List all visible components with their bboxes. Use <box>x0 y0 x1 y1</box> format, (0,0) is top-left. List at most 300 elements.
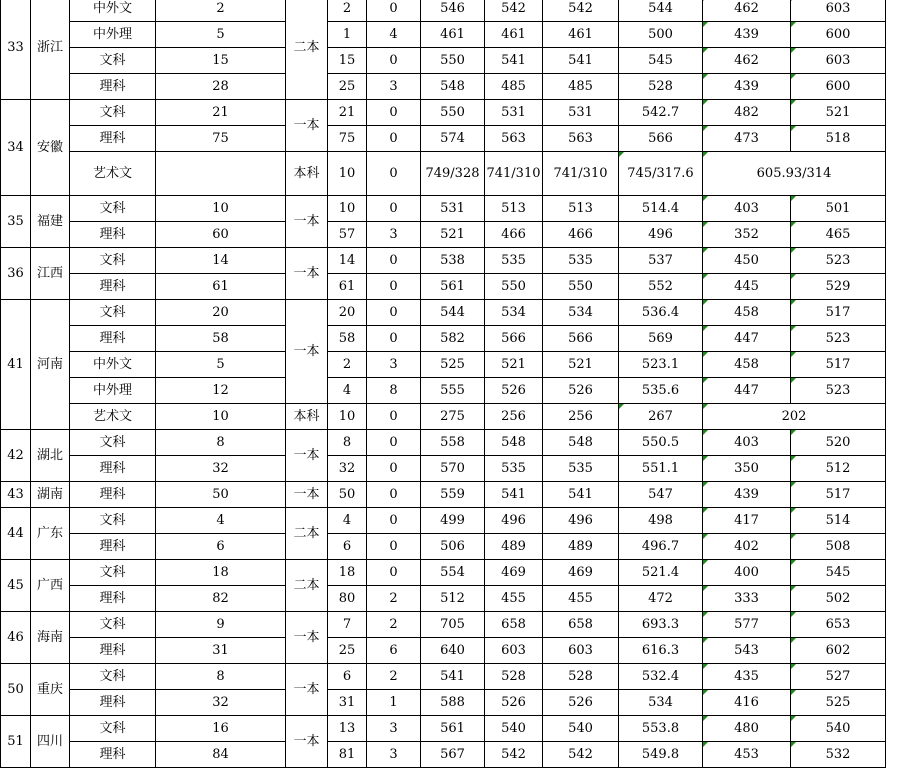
plan-count-cell: 10 <box>156 196 286 222</box>
province-code-cell: 44 <box>1 508 31 560</box>
subject-type-cell: 理科 <box>70 456 156 482</box>
table-cell: 542 <box>543 742 619 768</box>
table-cell: 535.6 <box>619 378 703 404</box>
table-cell: 558 <box>421 430 485 456</box>
table-cell: 267 <box>619 404 703 430</box>
table-cell: 534 <box>485 300 543 326</box>
table-cell: 542 <box>485 0 543 22</box>
table-cell: 549.8 <box>619 742 703 768</box>
table-cell: 8 <box>367 378 421 404</box>
table-cell: 450 <box>703 248 791 274</box>
table-cell: 0 <box>367 456 421 482</box>
table-cell: 3 <box>367 352 421 378</box>
table-cell: 526 <box>543 690 619 716</box>
table-cell: 705 <box>421 612 485 638</box>
table-row <box>1 404 886 430</box>
table-cell: 6 <box>328 534 367 560</box>
plan-count-cell: 32 <box>156 456 286 482</box>
table-cell: 439 <box>703 482 791 508</box>
subject-type-cell: 理科 <box>70 586 156 612</box>
table-cell: 275 <box>421 404 485 430</box>
plan-count-cell: 4 <box>156 508 286 534</box>
table-cell: 506 <box>421 534 485 560</box>
table-cell: 462 <box>703 0 791 22</box>
table-cell: 2 <box>367 664 421 690</box>
table-cell: 31 <box>328 690 367 716</box>
table-row <box>1 352 886 378</box>
province-name-cell: 湖南 <box>31 482 70 508</box>
subject-type-cell: 艺术文 <box>70 152 156 196</box>
table-body <box>1 0 886 768</box>
table-cell: 0 <box>367 300 421 326</box>
province-name-cell: 安徽 <box>31 100 70 196</box>
table-cell: 472 <box>619 586 703 612</box>
table-cell: 559 <box>421 482 485 508</box>
table-cell: 4 <box>328 378 367 404</box>
table-cell: 603 <box>543 638 619 664</box>
table-cell: 489 <box>543 534 619 560</box>
batch-cell: 一本 <box>286 612 328 664</box>
table-cell: 0 <box>367 0 421 22</box>
control-line-cell: 202 <box>703 404 886 430</box>
table-cell: 514 <box>791 508 886 534</box>
province-name-cell: 江西 <box>31 248 70 300</box>
province-name-cell: 湖北 <box>31 430 70 482</box>
table-row <box>1 22 886 48</box>
table-cell: 465 <box>791 222 886 248</box>
table-cell: 616.3 <box>619 638 703 664</box>
table-cell: 32 <box>328 456 367 482</box>
plan-count-cell: 8 <box>156 664 286 690</box>
table-cell: 588 <box>421 690 485 716</box>
table-cell: 536.4 <box>619 300 703 326</box>
table-cell: 485 <box>543 74 619 100</box>
table-cell: 498 <box>619 508 703 534</box>
table-cell: 81 <box>328 742 367 768</box>
table-cell: 548 <box>421 74 485 100</box>
table-cell: 561 <box>421 274 485 300</box>
table-cell: 8 <box>328 430 367 456</box>
table-cell: 2 <box>367 586 421 612</box>
province-code-cell: 33 <box>1 0 31 100</box>
table-cell: 526 <box>543 378 619 404</box>
table-row <box>1 430 886 456</box>
table-cell: 2 <box>328 352 367 378</box>
province-code-cell: 34 <box>1 100 31 196</box>
table-cell: 0 <box>367 560 421 586</box>
table-cell: 548 <box>543 430 619 456</box>
table-cell: 0 <box>367 100 421 126</box>
table-cell: 582 <box>421 326 485 352</box>
subject-type-cell: 理科 <box>70 534 156 560</box>
table-cell: 402 <box>703 534 791 560</box>
table-row <box>1 560 886 586</box>
table-cell: 1 <box>367 690 421 716</box>
table-cell: 550 <box>485 274 543 300</box>
table-row <box>1 74 886 100</box>
plan-count-cell: 32 <box>156 690 286 716</box>
table-cell: 523.1 <box>619 352 703 378</box>
table-cell: 566 <box>485 326 543 352</box>
table-cell: 0 <box>367 534 421 560</box>
table-cell: 552 <box>619 274 703 300</box>
table-cell: 482 <box>703 100 791 126</box>
table-cell: 550 <box>543 274 619 300</box>
province-name-cell: 福建 <box>31 196 70 248</box>
table-cell: 526 <box>485 690 543 716</box>
table-cell: 0 <box>367 248 421 274</box>
plan-count-cell: 75 <box>156 126 286 152</box>
table-cell: 400 <box>703 560 791 586</box>
batch-cell: 一本 <box>286 716 328 768</box>
subject-type-cell: 文科 <box>70 664 156 690</box>
table-cell: 416 <box>703 690 791 716</box>
table-cell: 535 <box>543 248 619 274</box>
table-cell: 542.7 <box>619 100 703 126</box>
table-cell: 741/310 <box>485 152 543 196</box>
table-cell: 545 <box>619 48 703 74</box>
table-cell: 447 <box>703 326 791 352</box>
table-cell: 61 <box>328 274 367 300</box>
table-cell: 6 <box>328 664 367 690</box>
table-cell: 2 <box>367 612 421 638</box>
table-cell: 480 <box>703 716 791 742</box>
table-cell: 544 <box>619 0 703 22</box>
table-cell: 466 <box>543 222 619 248</box>
table-cell: 403 <box>703 430 791 456</box>
table-cell: 749/328 <box>421 152 485 196</box>
plan-count-cell: 50 <box>156 482 286 508</box>
table-cell: 521 <box>421 222 485 248</box>
table-cell: 350 <box>703 456 791 482</box>
table-cell: 10 <box>328 196 367 222</box>
table-cell: 3 <box>367 222 421 248</box>
province-code-cell: 50 <box>1 664 31 716</box>
table-cell: 569 <box>619 326 703 352</box>
batch-cell: 一本 <box>286 300 328 404</box>
subject-type-cell: 文科 <box>70 100 156 126</box>
province-code-cell: 46 <box>1 612 31 664</box>
table-cell: 461 <box>485 22 543 48</box>
table-cell: 512 <box>421 586 485 612</box>
table-cell: 0 <box>367 326 421 352</box>
table-cell: 439 <box>703 22 791 48</box>
table-cell: 534 <box>543 300 619 326</box>
batch-cell: 一本 <box>286 248 328 300</box>
table-cell: 531 <box>421 196 485 222</box>
table-cell: 14 <box>328 248 367 274</box>
table-cell: 3 <box>367 74 421 100</box>
table-row <box>1 690 886 716</box>
table-row <box>1 326 886 352</box>
plan-count-cell: 60 <box>156 222 286 248</box>
plan-count-cell: 28 <box>156 74 286 100</box>
province-name-cell: 河南 <box>31 300 70 430</box>
plan-count-cell: 16 <box>156 716 286 742</box>
table-cell: 18 <box>328 560 367 586</box>
table-cell: 555 <box>421 378 485 404</box>
table-cell: 1 <box>328 22 367 48</box>
table-cell: 551.1 <box>619 456 703 482</box>
subject-type-cell: 中外理 <box>70 378 156 404</box>
subject-type-cell: 理科 <box>70 690 156 716</box>
table-cell: 496 <box>619 222 703 248</box>
table-cell: 550.5 <box>619 430 703 456</box>
table-cell: 537 <box>619 248 703 274</box>
table-cell: 473 <box>703 126 791 152</box>
subject-type-cell: 理科 <box>70 638 156 664</box>
subject-type-cell: 理科 <box>70 126 156 152</box>
table-row <box>1 196 886 222</box>
province-name-cell: 浙江 <box>31 0 70 100</box>
table-row <box>1 48 886 74</box>
table-cell: 563 <box>543 126 619 152</box>
subject-type-cell: 文科 <box>70 248 156 274</box>
table-cell: 512 <box>791 456 886 482</box>
batch-cell: 二本 <box>286 0 328 100</box>
table-cell: 548 <box>485 430 543 456</box>
table-cell: 603 <box>791 48 886 74</box>
table-cell: 496 <box>543 508 619 534</box>
batch-cell: 本科 <box>286 152 328 196</box>
table-cell: 554 <box>421 560 485 586</box>
table-cell: 256 <box>485 404 543 430</box>
table-cell: 570 <box>421 456 485 482</box>
plan-count-cell: 5 <box>156 22 286 48</box>
table-cell: 4 <box>367 22 421 48</box>
plan-count-cell: 8 <box>156 430 286 456</box>
table-cell: 523 <box>791 378 886 404</box>
table-cell: 0 <box>367 48 421 74</box>
subject-type-cell: 理科 <box>70 326 156 352</box>
table-cell: 528 <box>485 664 543 690</box>
table-cell: 15 <box>328 48 367 74</box>
batch-cell: 一本 <box>286 430 328 482</box>
table-cell: 0 <box>367 152 421 196</box>
table-row <box>1 152 886 196</box>
table-cell: 526 <box>485 378 543 404</box>
table-cell: 0 <box>367 430 421 456</box>
table-cell: 745/317.6 <box>619 152 703 196</box>
table-cell: 461 <box>543 22 619 48</box>
table-cell: 542 <box>485 742 543 768</box>
table-cell: 485 <box>485 74 543 100</box>
table-cell: 535 <box>485 456 543 482</box>
province-name-cell: 四川 <box>31 716 70 768</box>
table-row <box>1 664 886 690</box>
province-code-cell: 45 <box>1 560 31 612</box>
table-cell: 541 <box>485 48 543 74</box>
subject-type-cell: 文科 <box>70 612 156 638</box>
table-row <box>1 126 886 152</box>
table-cell: 462 <box>703 48 791 74</box>
table-cell: 6 <box>367 638 421 664</box>
table-cell: 20 <box>328 300 367 326</box>
province-code-cell: 41 <box>1 300 31 430</box>
table-cell: 417 <box>703 508 791 534</box>
table-cell: 517 <box>791 482 886 508</box>
table-cell: 466 <box>485 222 543 248</box>
table-cell: 50 <box>328 482 367 508</box>
plan-count-cell: 21 <box>156 100 286 126</box>
plan-count-cell: 31 <box>156 638 286 664</box>
table-cell: 3 <box>367 742 421 768</box>
plan-count-cell: 10 <box>156 404 286 430</box>
table-cell: 553.8 <box>619 716 703 742</box>
table-cell: 535 <box>543 456 619 482</box>
table-cell: 517 <box>791 352 886 378</box>
table-cell: 513 <box>485 196 543 222</box>
table-cell: 0 <box>367 404 421 430</box>
table-cell: 567 <box>421 742 485 768</box>
plan-count-cell: 6 <box>156 534 286 560</box>
plan-count-cell: 2 <box>156 0 286 22</box>
plan-count-cell: 82 <box>156 586 286 612</box>
subject-type-cell: 理科 <box>70 742 156 768</box>
table-cell: 528 <box>619 74 703 100</box>
table-cell: 544 <box>421 300 485 326</box>
table-row <box>1 456 886 482</box>
table-row <box>1 534 886 560</box>
subject-type-cell: 文科 <box>70 560 156 586</box>
table-row <box>1 378 886 404</box>
table-cell: 542 <box>543 0 619 22</box>
table-cell: 577 <box>703 612 791 638</box>
plan-count-cell: 5 <box>156 352 286 378</box>
subject-type-cell: 文科 <box>70 430 156 456</box>
table-cell: 566 <box>619 126 703 152</box>
province-name-cell: 重庆 <box>31 664 70 716</box>
table-row <box>1 248 886 274</box>
table-cell: 513 <box>543 196 619 222</box>
table-cell: 4 <box>328 508 367 534</box>
subject-type-cell: 文科 <box>70 48 156 74</box>
table-cell: 603 <box>791 0 886 22</box>
table-cell: 545 <box>791 560 886 586</box>
table-cell: 403 <box>703 196 791 222</box>
table-cell: 469 <box>485 560 543 586</box>
plan-count-cell: 61 <box>156 274 286 300</box>
table-cell: 501 <box>791 196 886 222</box>
table-cell: 500 <box>619 22 703 48</box>
table-cell: 523 <box>791 326 886 352</box>
subject-type-cell: 文科 <box>70 196 156 222</box>
table-cell: 603 <box>485 638 543 664</box>
province-code-cell: 35 <box>1 196 31 248</box>
table-cell: 455 <box>485 586 543 612</box>
table-cell: 653 <box>791 612 886 638</box>
table-cell: 547 <box>619 482 703 508</box>
table-cell: 489 <box>485 534 543 560</box>
subject-type-cell: 中外文 <box>70 352 156 378</box>
table-cell: 658 <box>485 612 543 638</box>
province-code-cell: 43 <box>1 482 31 508</box>
table-cell: 541 <box>485 482 543 508</box>
table-cell: 600 <box>791 22 886 48</box>
table-row <box>1 100 886 126</box>
province-name-cell: 广东 <box>31 508 70 560</box>
plan-count-cell: 18 <box>156 560 286 586</box>
batch-cell: 一本 <box>286 482 328 508</box>
table-cell: 496 <box>485 508 543 534</box>
table-cell: 521 <box>791 100 886 126</box>
subject-type-cell: 中外文 <box>70 0 156 22</box>
table-row <box>1 742 886 768</box>
table-row <box>1 274 886 300</box>
batch-cell: 二本 <box>286 560 328 612</box>
table-cell: 521 <box>485 352 543 378</box>
table-cell: 532.4 <box>619 664 703 690</box>
table-cell: 541 <box>543 48 619 74</box>
table-cell: 514.4 <box>619 196 703 222</box>
plan-count-cell <box>156 152 286 196</box>
table-cell: 10 <box>328 404 367 430</box>
table-cell: 25 <box>328 74 367 100</box>
table-cell: 535 <box>485 248 543 274</box>
table-cell: 3 <box>367 716 421 742</box>
plan-count-cell: 58 <box>156 326 286 352</box>
table-cell: 602 <box>791 638 886 664</box>
table-cell: 528 <box>543 664 619 690</box>
subject-type-cell: 艺术文 <box>70 404 156 430</box>
table-cell: 0 <box>367 482 421 508</box>
table-row <box>1 612 886 638</box>
table-cell: 458 <box>703 300 791 326</box>
table-cell: 499 <box>421 508 485 534</box>
table-cell: 352 <box>703 222 791 248</box>
table-cell: 600 <box>791 74 886 100</box>
table-cell: 445 <box>703 274 791 300</box>
table-row <box>1 482 886 508</box>
subject-type-cell: 理科 <box>70 74 156 100</box>
table-cell: 502 <box>791 586 886 612</box>
batch-cell: 一本 <box>286 196 328 248</box>
table-cell: 0 <box>367 508 421 534</box>
table-cell: 540 <box>485 716 543 742</box>
batch-cell: 二本 <box>286 508 328 560</box>
table-cell: 517 <box>791 300 886 326</box>
table-cell: 10 <box>328 152 367 196</box>
plan-count-cell: 12 <box>156 378 286 404</box>
plan-count-cell: 9 <box>156 612 286 638</box>
table-cell: 13 <box>328 716 367 742</box>
table-row <box>1 508 886 534</box>
table-cell: 333 <box>703 586 791 612</box>
table-cell: 75 <box>328 126 367 152</box>
table-cell: 534 <box>619 690 703 716</box>
table-cell: 538 <box>421 248 485 274</box>
province-code-cell: 36 <box>1 248 31 300</box>
table-cell: 439 <box>703 74 791 100</box>
table-cell: 550 <box>421 48 485 74</box>
table-cell: 540 <box>543 716 619 742</box>
table-cell: 532 <box>791 742 886 768</box>
table-cell: 58 <box>328 326 367 352</box>
table-cell: 469 <box>543 560 619 586</box>
table-row <box>1 586 886 612</box>
table-cell: 0 <box>367 196 421 222</box>
table-cell: 521.4 <box>619 560 703 586</box>
table-cell: 256 <box>543 404 619 430</box>
table-cell: 518 <box>791 126 886 152</box>
table-row <box>1 716 886 742</box>
table-cell: 658 <box>543 612 619 638</box>
table-cell: 523 <box>791 248 886 274</box>
table-cell: 531 <box>543 100 619 126</box>
table-cell: 546 <box>421 0 485 22</box>
subject-type-cell: 中外理 <box>70 22 156 48</box>
table-cell: 541 <box>421 664 485 690</box>
